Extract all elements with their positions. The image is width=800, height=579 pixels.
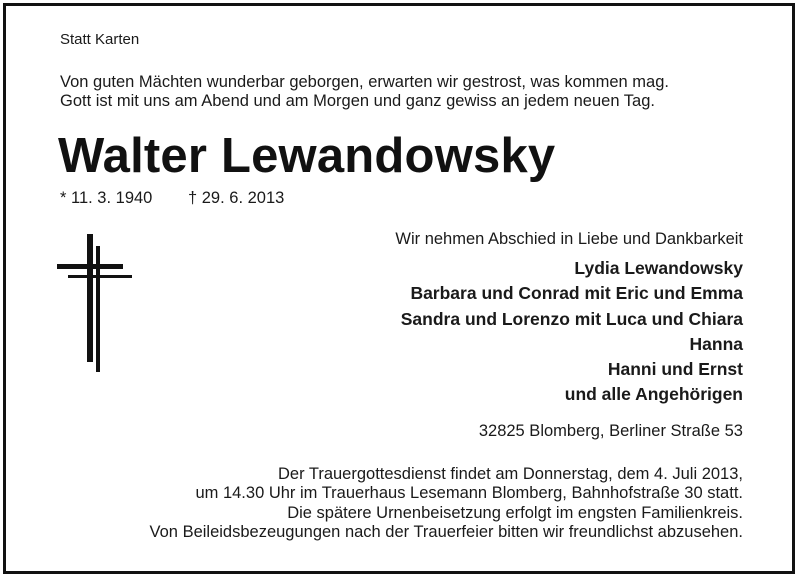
mourner-line: Barbara und Conrad mit Eric und Emma: [410, 283, 743, 304]
family-address: 32825 Blomberg, Berliner Straße 53: [478, 422, 743, 440]
mourner-line: Hanni und Ernst: [607, 359, 743, 380]
service-line: Von Beileidsbezeugungen nach der Trauerfeier bitten wir freundlichst abzusehen.: [149, 523, 743, 542]
mourner-line: Lydia Lewandowsky: [574, 258, 743, 278]
farewell-intro: Wir nehmen Abschied in Liebe und Dankbarkeit: [395, 230, 743, 248]
mourner-line: und alle Angehörigen: [564, 384, 743, 405]
service-line: um 14.30 Uhr im Trauerhaus Lesemann Blomberg, Bahnhofstraße 30 statt.: [195, 484, 743, 503]
deceased-name: Walter Lewandowsky: [58, 129, 556, 183]
service-info: [150, 465, 743, 543]
quote-line-2: Gott ist mit uns am Abend und am Morgen und ganz gewiss an jedem neuen Tag.: [60, 92, 655, 110]
birth-date: * 11. 3. 1940: [60, 189, 153, 207]
mourner-line: Hanna: [689, 333, 743, 354]
service-line: Der Trauergottesdienst findet am Donnerstag, dem 4. Juli 2013,: [277, 465, 743, 483]
statt-karten-label: Statt Karten: [60, 31, 140, 48]
mourner-line: Sandra und Lorenzo mit Luca und Chiara: [400, 308, 743, 329]
mourners-list: [401, 256, 743, 408]
death-date: † 29. 6. 2013: [188, 189, 285, 207]
service-line: Die spätere Urnenbeisetzung erfolgt im engsten Familienkreis.: [287, 503, 743, 522]
quote-line-1: Von guten Mächten wunderbar geborgen, erwarten wir gestrost, was kommen mag.: [60, 73, 669, 91]
